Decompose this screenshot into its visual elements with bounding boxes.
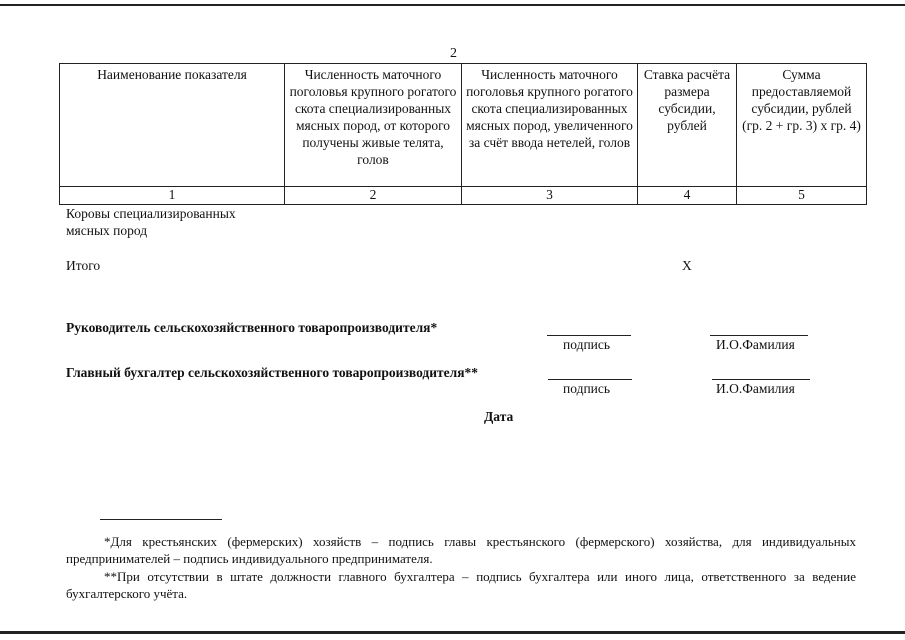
head-signature-label: Руководитель сельскохозяйственного товаропроизводителя* [66, 320, 438, 335]
total-rate-mark: Х [682, 258, 692, 273]
footnote-2: **При отсутствии в штате должности главного бухгалтера – подпись бухгалтера или иного лица, ответственного за ведение бухгалтерского учёта. [66, 569, 856, 601]
header-subsidy-amount: Сумма предоставляемой субсидии, рублей (гр. 2 + гр. 3) х гр. 4) [737, 64, 867, 187]
row-label-cows: Коровы специализированных мясных пород [66, 206, 236, 238]
footnote-separator [100, 519, 222, 520]
head-signature-line [547, 335, 631, 336]
header-livestock-calves: Численность маточного поголовья крупного рогатого скота специализированных мясных пород, от которого получены живые телята, голов [285, 64, 462, 187]
date-label: Дата [484, 409, 514, 424]
column-number-5: 5 [737, 187, 867, 205]
page-number: 2 [450, 46, 457, 61]
header-livestock-heifers: Численность маточного поголовья крупного рогатого скота специализированных мясных пород, увеличенного за счёт ввода нетелей, голов [462, 64, 638, 187]
column-number-1: 1 [60, 187, 285, 205]
head-name-caption: И.О.Фамилия [716, 337, 795, 352]
column-number-3: 3 [462, 187, 638, 205]
accountant-signature-line [548, 379, 632, 380]
row-label-total: Итого [66, 258, 101, 273]
column-number-2: 2 [285, 187, 462, 205]
accountant-name-caption: И.О.Фамилия [716, 381, 795, 396]
header-subsidy-rate: Ставка расчёта размера субсидии, рублей [638, 64, 737, 187]
subsidy-table [59, 63, 867, 205]
header-indicator-name: Наименование показателя [60, 64, 285, 187]
top-border-line [0, 4, 905, 6]
table-header-row [60, 64, 867, 187]
head-name-line [710, 335, 808, 336]
column-number-4: 4 [638, 187, 737, 205]
accountant-signature-label: Главный бухгалтер сельскохозяйственного товаропроизводителя** [66, 365, 479, 380]
column-number-row [60, 187, 867, 205]
bottom-border-line [0, 631, 905, 634]
accountant-signature-caption: подпись [563, 381, 611, 396]
accountant-name-line [712, 379, 810, 380]
footnote-1: *Для крестьянских (фермерских) хозяйств – подпись главы крестьянского (фермерского) хозяйства, для индивидуальных предпринимателей – подпись индивидуального предпринимателя. [66, 534, 856, 566]
head-signature-caption: подпись [563, 337, 611, 352]
